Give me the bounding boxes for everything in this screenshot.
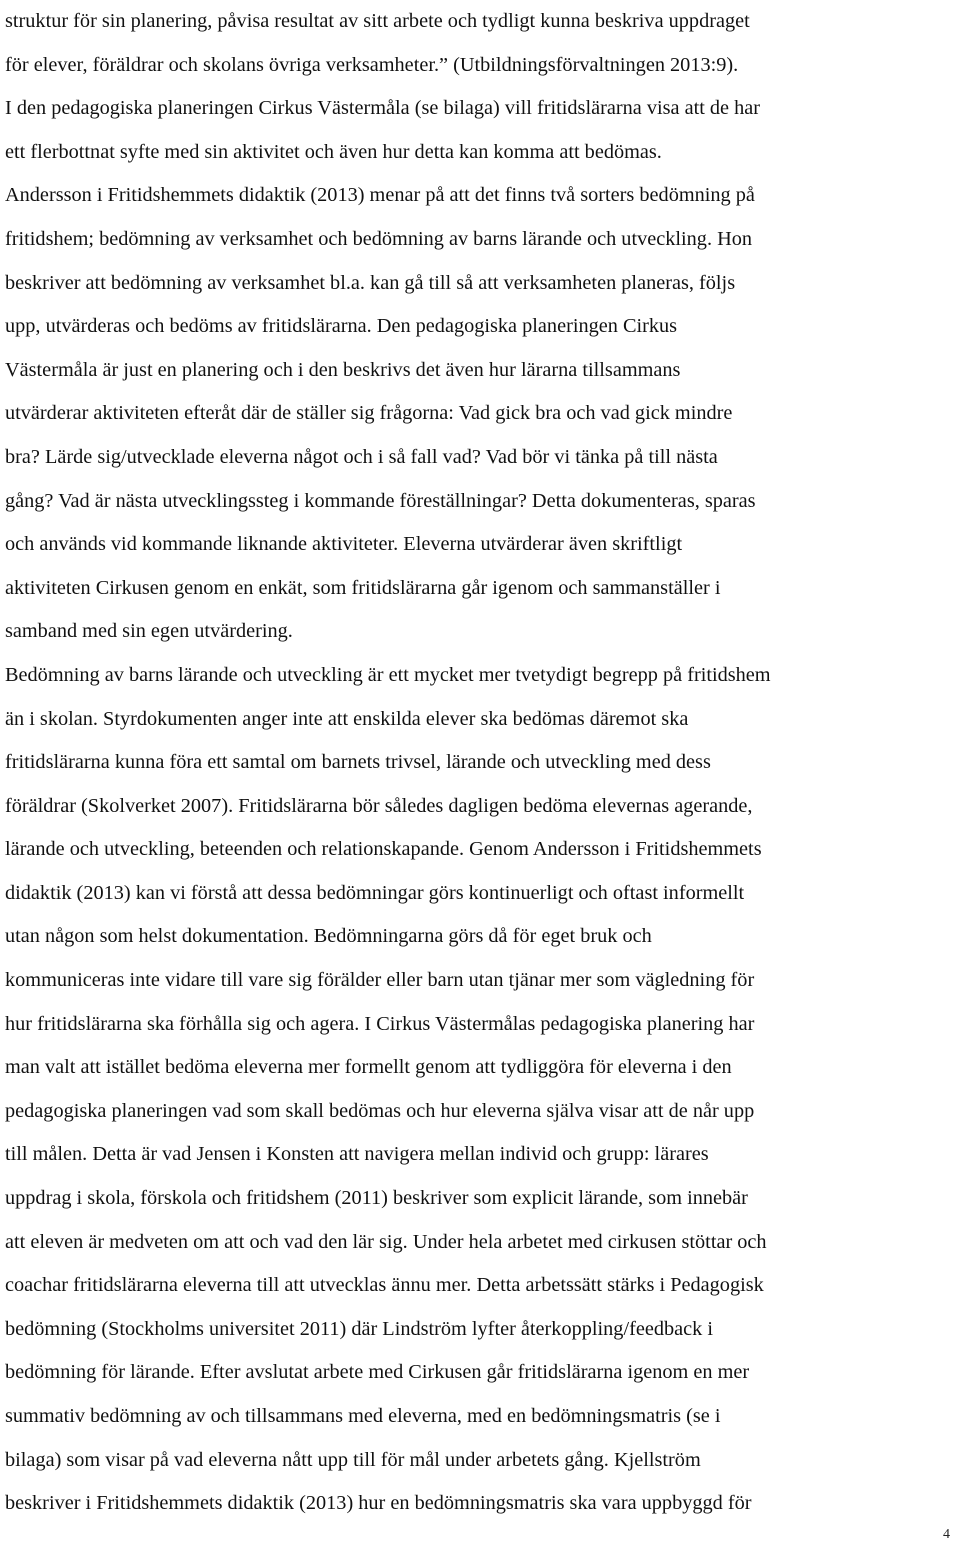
text-line: beskriver i Fritidshemmets didaktik (2013) hur en bedömningsmatris ska vara uppbyggd för <box>5 1492 752 1515</box>
text-line: struktur för sin planering, påvisa resultat av sitt arbete och tydligt kunna beskriva uppdraget <box>5 10 750 32</box>
text-line: aktiviteten Cirkusen genom en enkät, som fritidslärarna går igenom och sammanställer i <box>5 576 721 599</box>
text-line: didaktik (2013) kan vi förstå att dessa bedömningar görs kontinuerligt och oftast informellt <box>5 881 745 904</box>
text-line: man valt att istället bedöma eleverna mer formellt genom att tydliggöra för eleverna i den <box>5 1056 732 1079</box>
page-number: 4 <box>943 1527 950 1542</box>
text-line: fritidslärarna kunna föra ett samtal om barnets trivsel, lärande och utveckling med dess <box>5 751 711 774</box>
text-line: bilaga) som visar på vad eleverna nått upp till för mål under arbetets gång. Kjellström <box>5 1448 701 1471</box>
body-text <box>5 0 960 1526</box>
text-line: uppdrag i skola, förskola och fritidshem (2011) beskriver som explicit lärande, som innebär <box>5 1187 748 1210</box>
text-line: pedagogiska planeringen vad som skall bedömas och hur eleverna själva visar att de når upp <box>5 1099 755 1122</box>
text-line: I den pedagogiska planeringen Cirkus Västermåla (se bilaga) vill fritidslärarna visa att de har <box>5 97 761 120</box>
text-line: upp, utvärderas och bedöms av fritidslärarna. Den pedagogiska planeringen Cirkus <box>5 315 678 338</box>
text-line: Västermåla är just en planering och i den beskrivs det även hur lärarna tillsammans <box>5 358 681 381</box>
text-line: föräldrar (Skolverket 2007). Fritidslärarna bör således dagligen bedöma elevernas agerande, <box>5 794 753 817</box>
text-line: än i skolan. Styrdokumenten anger inte att enskilda elever ska bedömas däremot ska <box>5 707 689 730</box>
text-line: och används vid kommande liknande aktiviteter. Eleverna utvärderar även skriftligt <box>5 533 683 556</box>
text-line: fritidshem; bedömning av verksamhet och bedömning av barns lärande och utveckling. Hon <box>5 227 753 250</box>
text-line: beskriver att bedömning av verksamhet bl.a. kan gå till så att verksamheten planeras, följs <box>5 271 736 294</box>
text-line: att eleven är medveten om att och vad den lär sig. Under hela arbetet med cirkusen stöttar och <box>5 1230 767 1253</box>
text-line: hur fritidslärarna ska förhålla sig och agera. I Cirkus Västermålas pedagogiska planering har <box>5 1012 755 1035</box>
text-line: till målen. Detta är vad Jensen i Konsten att navigera mellan individ och grupp: lärares <box>5 1143 709 1166</box>
text-line: summativ bedömning av och tillsammans med eleverna, med en bedömningsmatris (se i <box>5 1405 721 1427</box>
text-line: coachar fritidslärarna eleverna till att utvecklas ännu mer. Detta arbetssätt stärks i Pedagogisk <box>5 1274 764 1297</box>
text-line: Andersson i Fritidshemmets didaktik (2013) menar på att det finns två sorters bedömning på <box>5 184 755 207</box>
text-line: gång? Vad är nästa utvecklingssteg i kommande föreställningar? Detta dokumenteras, sparas <box>5 489 756 512</box>
text-line: utan någon som helst dokumentation. Bedömningarna görs då för eget bruk och <box>5 925 652 948</box>
text-line: bedömning (Stockholms universitet 2011) där Lindström lyfter återkoppling/feedback i <box>5 1317 714 1340</box>
text-line: samband med sin egen utvärdering. <box>5 620 293 643</box>
text-line: kommuniceras inte vidare till vare sig förälder eller barn utan tjänar mer som vägledning för <box>5 969 755 992</box>
text-line: för elever, föräldrar och skolans övriga verksamheter.” (Utbildningsförvaltningen 2013:9). <box>5 53 739 76</box>
text-line: lärande och utveckling, beteenden och relationskapande. Genom Andersson i Fritidshemmets <box>5 838 762 861</box>
text-line: bedömning för lärande. Efter avslutat arbete med Cirkusen går fritidslärarna igenom en mer <box>5 1361 750 1384</box>
text-line: ett flerbottnat syfte med sin aktivitet och även hur detta kan komma att bedömas. <box>5 140 662 163</box>
text-line: Bedömning av barns lärande och utveckling är ett mycket mer tvetydigt begrepp på fritidshem <box>5 663 771 686</box>
text-line: utvärderar aktiviteten efteråt där de ställer sig frågorna: Vad gick bra och vad gick mindre <box>5 402 733 425</box>
text-line: bra? Lärde sig/utvecklade eleverna något och i så fall vad? Vad bör vi tänka på till nästa <box>5 445 718 468</box>
